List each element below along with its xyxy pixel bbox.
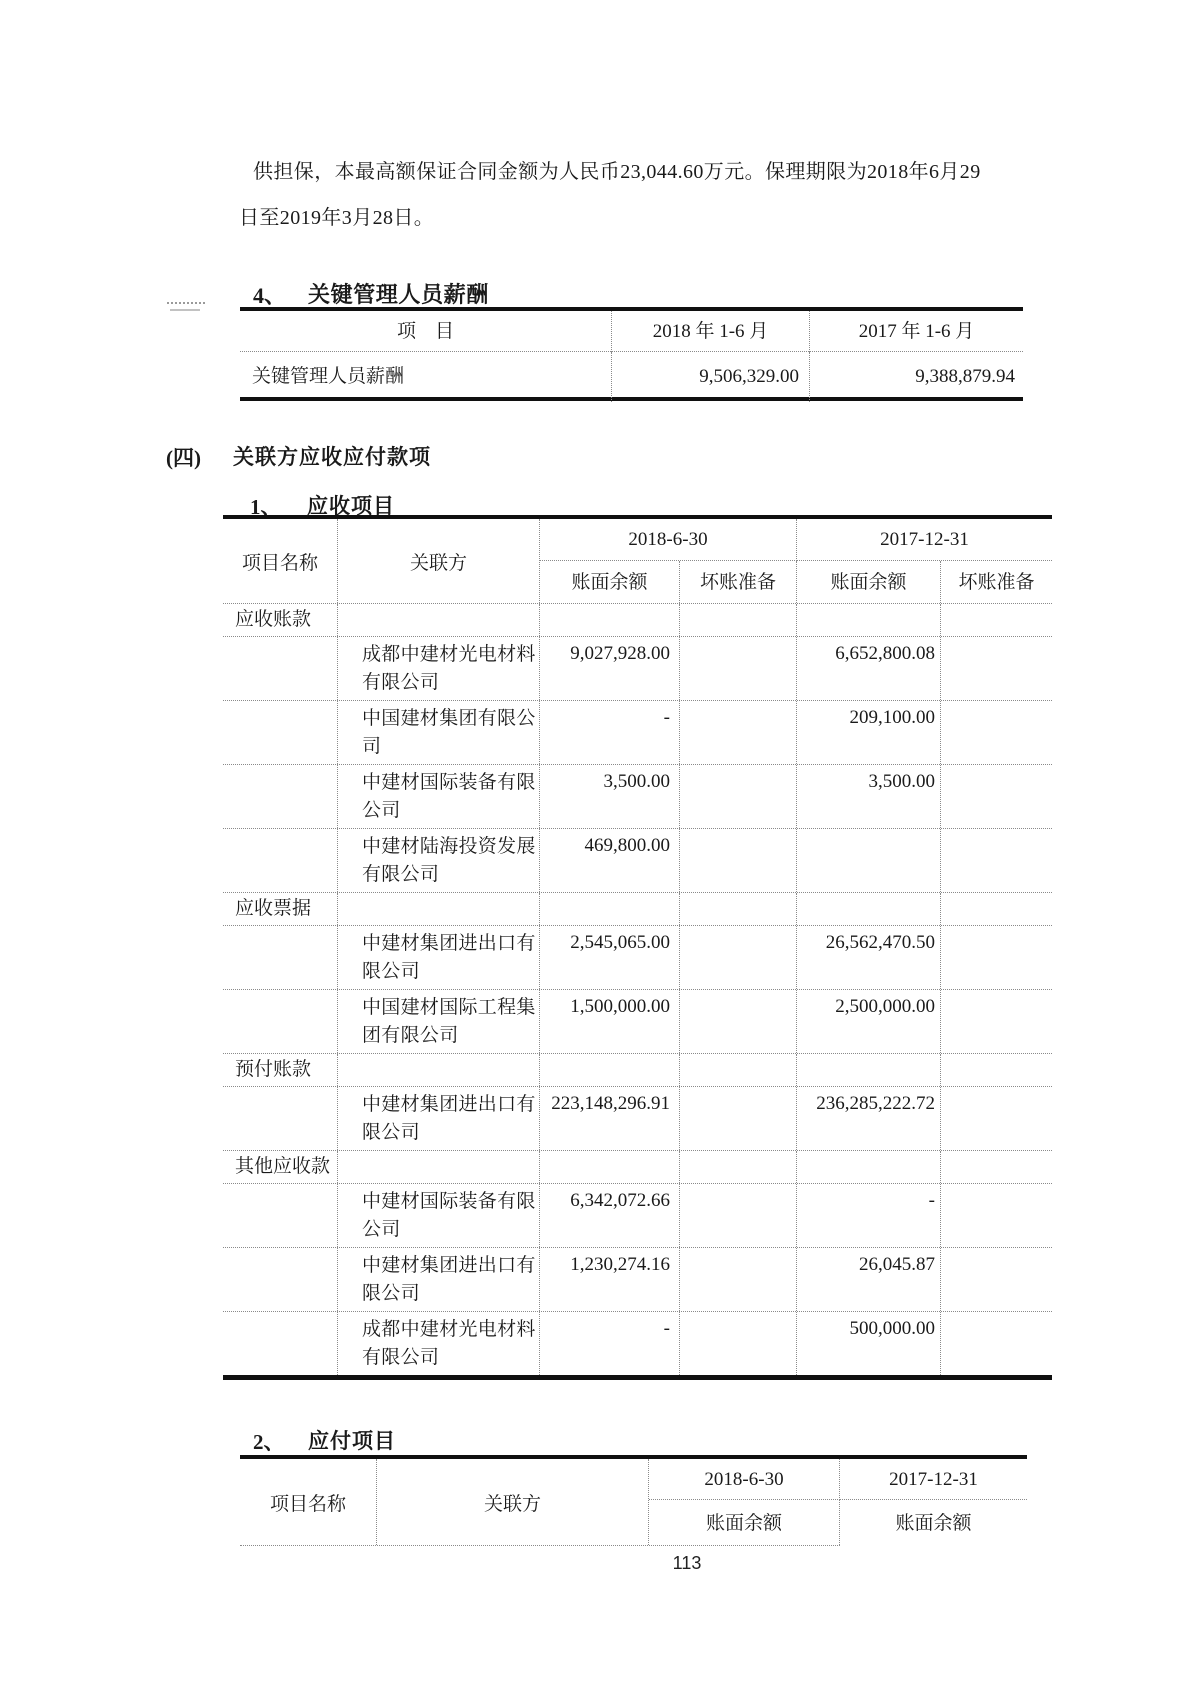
column-header-2018: 2018 年 1-6 月 bbox=[612, 311, 810, 352]
party-cell bbox=[338, 604, 540, 636]
item-cell bbox=[223, 990, 338, 1053]
table-cut-line bbox=[240, 1545, 840, 1546]
item-cell bbox=[223, 637, 338, 700]
column-header-balance-2018: 账面余额 bbox=[540, 561, 680, 603]
item-cell bbox=[223, 1184, 338, 1247]
balance-2017-cell: 236,285,222.72 bbox=[797, 1087, 941, 1150]
compensation-table-header bbox=[240, 311, 1023, 352]
item-cell bbox=[223, 1312, 338, 1375]
table-row bbox=[223, 636, 1052, 700]
item-cell bbox=[223, 765, 338, 828]
party-cell: 中建材国际装备有限公司 bbox=[338, 1184, 540, 1247]
bad-debt-2018-cell bbox=[680, 1184, 797, 1247]
item-cell bbox=[223, 926, 338, 989]
item-cell bbox=[223, 701, 338, 764]
balance-2017-cell: 3,500.00 bbox=[797, 765, 941, 828]
party-cell: 成都中建材光电材料有限公司 bbox=[338, 637, 540, 700]
paragraph-line-2: 日至2019年3月28日。 bbox=[239, 207, 435, 229]
balance-2018-cell: - bbox=[540, 701, 680, 764]
balance-2018-cell: - bbox=[540, 1312, 680, 1375]
balance-2018-cell: 3,500.00 bbox=[540, 765, 680, 828]
table-row bbox=[223, 1086, 1052, 1150]
party-cell: 中建材集团进出口有限公司 bbox=[338, 1248, 540, 1311]
item-cell: 应收账款 bbox=[223, 604, 338, 636]
bad-debt-2018-cell bbox=[680, 1151, 797, 1183]
bad-debt-2018-cell bbox=[680, 990, 797, 1053]
bad-debt-2017-cell bbox=[941, 637, 1052, 700]
balance-2018-cell: 1,500,000.00 bbox=[540, 990, 680, 1053]
balance-2017-cell: 26,045.87 bbox=[797, 1248, 941, 1311]
bad-debt-2017-cell bbox=[941, 701, 1052, 764]
bad-debt-2018-cell bbox=[680, 701, 797, 764]
bad-debt-2017-cell bbox=[941, 990, 1052, 1053]
receivables-table-header bbox=[223, 519, 1052, 603]
party-cell: 中国建材集团有限公司 bbox=[338, 701, 540, 764]
bad-debt-2018-cell bbox=[680, 829, 797, 892]
column-header-related-party: 关联方 bbox=[338, 519, 540, 603]
payables-table-header bbox=[240, 1459, 1027, 1545]
column-header-item-name: 项目名称 bbox=[240, 1459, 377, 1545]
table-row bbox=[223, 1311, 1052, 1375]
bad-debt-2017-cell bbox=[941, 1087, 1052, 1150]
party-cell: 中建材集团进出口有限公司 bbox=[338, 1087, 540, 1150]
party-cell bbox=[338, 1054, 540, 1086]
party-cell: 中建材集团进出口有限公司 bbox=[338, 926, 540, 989]
bad-debt-2018-cell bbox=[680, 893, 797, 925]
body-paragraph bbox=[239, 149, 1039, 241]
item-cell: 其他应收款 bbox=[223, 1151, 338, 1183]
balance-2018-cell bbox=[540, 1151, 680, 1183]
balance-2017-cell bbox=[797, 1151, 941, 1183]
category-row bbox=[223, 1150, 1052, 1183]
bad-debt-2018-cell bbox=[680, 1248, 797, 1311]
amount-2018: 9,506,329.00 bbox=[612, 352, 810, 402]
column-header-2017: 2017 年 1-6 月 bbox=[858, 321, 975, 342]
table-row bbox=[223, 764, 1052, 828]
margin-revision-mark bbox=[170, 309, 200, 311]
payables-table bbox=[240, 1455, 1027, 1545]
balance-2017-cell bbox=[797, 893, 941, 925]
column-group-2017-12-31: 2017-12-31 bbox=[797, 519, 1052, 561]
party-cell: 成都中建材光电材料有限公司 bbox=[338, 1312, 540, 1375]
balance-2017-cell bbox=[797, 829, 941, 892]
bad-debt-2018-cell bbox=[680, 637, 797, 700]
section4-number: 4、 bbox=[253, 283, 287, 308]
bad-debt-2017-cell bbox=[941, 765, 1052, 828]
party-cell: 中建材陆海投资发展有限公司 bbox=[338, 829, 540, 892]
balance-2017-cell: 209,100.00 bbox=[797, 701, 941, 764]
column-header-item: 项 目 bbox=[240, 311, 612, 352]
balance-2017-cell: 500,000.00 bbox=[797, 1312, 941, 1375]
receivables-table bbox=[223, 515, 1052, 1380]
section-four-title: 关联方应收应付款项 bbox=[233, 445, 431, 469]
bad-debt-2018-cell bbox=[680, 765, 797, 828]
receivables-heading-number: 1、 bbox=[250, 495, 282, 519]
party-cell: 中国建材国际工程集团有限公司 bbox=[338, 990, 540, 1053]
balance-2018-cell: 223,148,296.91 bbox=[540, 1087, 680, 1150]
payables-heading-number: 2、 bbox=[253, 1430, 285, 1454]
bad-debt-2017-cell bbox=[941, 1184, 1052, 1247]
balance-2017-cell: 6,652,800.08 bbox=[797, 637, 941, 700]
bad-debt-2018-cell bbox=[680, 1312, 797, 1375]
bad-debt-2017-cell bbox=[941, 926, 1052, 989]
balance-2018-cell: 9,027,928.00 bbox=[540, 637, 680, 700]
bad-debt-2017-cell bbox=[941, 604, 1052, 636]
balance-2018-cell: 1,230,274.16 bbox=[540, 1248, 680, 1311]
compensation-table-row bbox=[240, 352, 1023, 397]
table-row bbox=[223, 828, 1052, 892]
paragraph-line-1: 供担保，本最高额保证合同金额为人民币23,044.60万元。保理期限为2018年6月29 bbox=[253, 161, 981, 183]
section-four-number: (四) bbox=[166, 446, 201, 470]
column-header-balance-2017: 账面余额 bbox=[895, 1513, 972, 1534]
bad-debt-2017-cell bbox=[941, 893, 1052, 925]
bad-debt-2018-cell bbox=[680, 604, 797, 636]
column-header-related-party: 关联方 bbox=[377, 1459, 649, 1545]
item-cell bbox=[223, 1087, 338, 1150]
table-row bbox=[223, 925, 1052, 989]
balance-2017-cell bbox=[797, 604, 941, 636]
column-header-item-name: 项目名称 bbox=[223, 519, 338, 603]
row-label: 关键管理人员薪酬 bbox=[240, 352, 612, 402]
table-row bbox=[223, 1183, 1052, 1247]
margin-revision-mark bbox=[167, 302, 205, 304]
bad-debt-2018-cell bbox=[680, 1054, 797, 1086]
party-cell bbox=[338, 1151, 540, 1183]
category-row bbox=[223, 603, 1052, 636]
column-header-balance-2017: 账面余额 bbox=[797, 561, 941, 603]
payables-heading-title: 应付项目 bbox=[308, 1429, 396, 1453]
receivables-table-body bbox=[223, 603, 1052, 1375]
balance-2018-cell: 6,342,072.66 bbox=[540, 1184, 680, 1247]
bad-debt-2017-cell bbox=[941, 829, 1052, 892]
column-header-bad-debt-2018: 坏账准备 bbox=[680, 561, 797, 603]
table-row bbox=[223, 1247, 1052, 1311]
balance-2017-cell: 26,562,470.50 bbox=[797, 926, 941, 989]
bad-debt-2017-cell bbox=[941, 1054, 1052, 1086]
category-row bbox=[223, 1053, 1052, 1086]
balance-2018-cell bbox=[540, 893, 680, 925]
table-row bbox=[223, 989, 1052, 1053]
item-cell bbox=[223, 829, 338, 892]
bad-debt-2017-cell bbox=[941, 1151, 1052, 1183]
item-cell bbox=[223, 1248, 338, 1311]
page-number: 113 bbox=[672, 1553, 702, 1573]
table-row bbox=[223, 700, 1052, 764]
balance-2017-cell: - bbox=[797, 1184, 941, 1247]
balance-2018-cell bbox=[540, 1054, 680, 1086]
compensation-table bbox=[240, 307, 1023, 401]
item-cell: 应收票据 bbox=[223, 893, 338, 925]
balance-2017-cell bbox=[797, 1054, 941, 1086]
column-header-balance-2018: 账面余额 bbox=[649, 1500, 840, 1545]
balance-2018-cell bbox=[540, 604, 680, 636]
column-group-2018-6-30: 2018-6-30 bbox=[540, 519, 797, 561]
column-group-2017-12-31: 2017-12-31 bbox=[840, 1459, 1027, 1500]
bad-debt-2018-cell bbox=[680, 1087, 797, 1150]
section4-title: 关键管理人员薪酬 bbox=[308, 282, 489, 307]
party-cell: 中建材国际装备有限公司 bbox=[338, 765, 540, 828]
bad-debt-2017-cell bbox=[941, 1312, 1052, 1375]
balance-2018-cell: 469,800.00 bbox=[540, 829, 680, 892]
party-cell bbox=[338, 893, 540, 925]
bad-debt-2017-cell bbox=[941, 1248, 1052, 1311]
balance-2017-cell: 2,500,000.00 bbox=[797, 990, 941, 1053]
receivables-heading-title: 应收项目 bbox=[307, 494, 395, 518]
balance-2018-cell: 2,545,065.00 bbox=[540, 926, 680, 989]
column-header-bad-debt-2017: 坏账准备 bbox=[958, 572, 1035, 593]
category-row bbox=[223, 892, 1052, 925]
bad-debt-2018-cell bbox=[680, 926, 797, 989]
amount-2017: 9,388,879.94 bbox=[915, 366, 1015, 387]
column-group-2018-6-30: 2018-6-30 bbox=[649, 1459, 840, 1500]
item-cell: 预付账款 bbox=[223, 1054, 338, 1086]
